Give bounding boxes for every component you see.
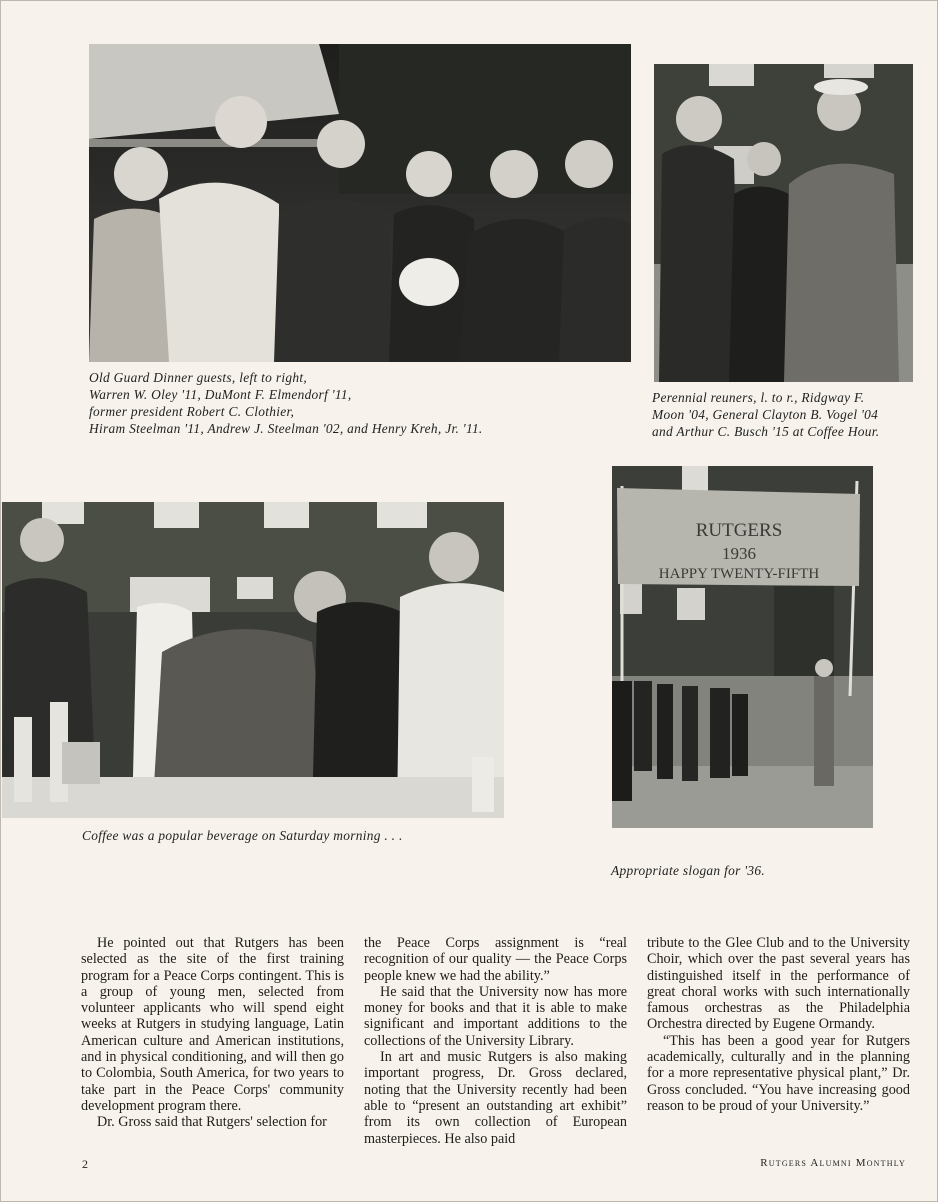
coffee-photo (2, 502, 504, 818)
article-column-3 (647, 935, 910, 1114)
caption-line: Coffee was a popular beverage on Saturday morning . . . (82, 828, 403, 843)
paragraph: Dr. Gross said that Rutgers' selection for (97, 1114, 327, 1131)
caption-line: Hiram Steelman '11, Andrew J. Steelman '02, and Henry Kreh, Jr. '11. (89, 421, 483, 436)
caption-line: Warren W. Oley '11, DuMont F. Elmendorf '11, (89, 387, 352, 402)
reuners-photo (654, 64, 913, 382)
banner-line: RUTGERS (695, 520, 783, 541)
banner-caption (611, 862, 765, 879)
paragraph: tribute to the Glee Club and to the University Choir, which over the past several years has distinguished itself in the performance of great choral works with such internationally famous orchestras as the Philadelphia Orchestra directed by Eugene Ormandy. (647, 935, 910, 1033)
banner-photo (612, 466, 873, 828)
caption-line: Moon '04, General Clayton B. Vogel '04 (652, 407, 879, 422)
caption-line: and Arthur C. Busch '15 at Coffee Hour. (652, 424, 880, 439)
paragraph: He said that the University now has more money for books and that it is able to make significant and important additions to the collections of the University Library. (364, 983, 627, 1049)
paragraph: In art and music Rutgers is also making important progress, Dr. Gross declared, noting that the University recently had been able to “present an outstanding art exhibit” from its own collection of European masterpieces. He also paid (364, 1049, 627, 1147)
old-guard-caption (89, 369, 483, 437)
old-guard-photo (89, 44, 631, 362)
banner-line: HAPPY TWENTY-FIFTH (658, 566, 820, 582)
reuners-caption (652, 389, 879, 440)
article-column-1 (81, 935, 344, 1131)
paragraph: He pointed out that Rutgers has been selected as the site of the first training program for a Peace Corps contingent. This is a group of young men, selected from volunteer applicants who will spend eight weeks at Rutgers in studying language, Latin American culture and American institutions, and in physical conditioning, and will then go to Colombia, South America, for two years to take part in the Peace Corps' community development program there. (81, 935, 344, 1114)
coffee-caption (82, 827, 403, 844)
caption-line: former president Robert C. Clothier, (89, 404, 295, 419)
caption-line: Appropriate slogan for '36. (611, 863, 766, 878)
paragraph: the Peace Corps assignment is “real recognition of our quality — the Peace Corps people knew we had the ability.” (364, 935, 627, 984)
caption-line: Perennial reuners, l. to r., Ridgway F. (652, 390, 865, 405)
running-head: Rutgers Alumni Monthly (760, 1157, 906, 1169)
page-number: 2 (82, 1157, 88, 1171)
article-column-2 (364, 935, 627, 1147)
paragraph: “This has been a good year for Rutgers academically, culturally and in the planning for a more representative physical plant,” Dr. Gross concluded. “You have increasing good reason to be proud of your University.” (647, 1032, 910, 1114)
caption-line: Old Guard Dinner guests, left to right, (89, 370, 308, 385)
banner-line: 1936 (722, 544, 756, 563)
